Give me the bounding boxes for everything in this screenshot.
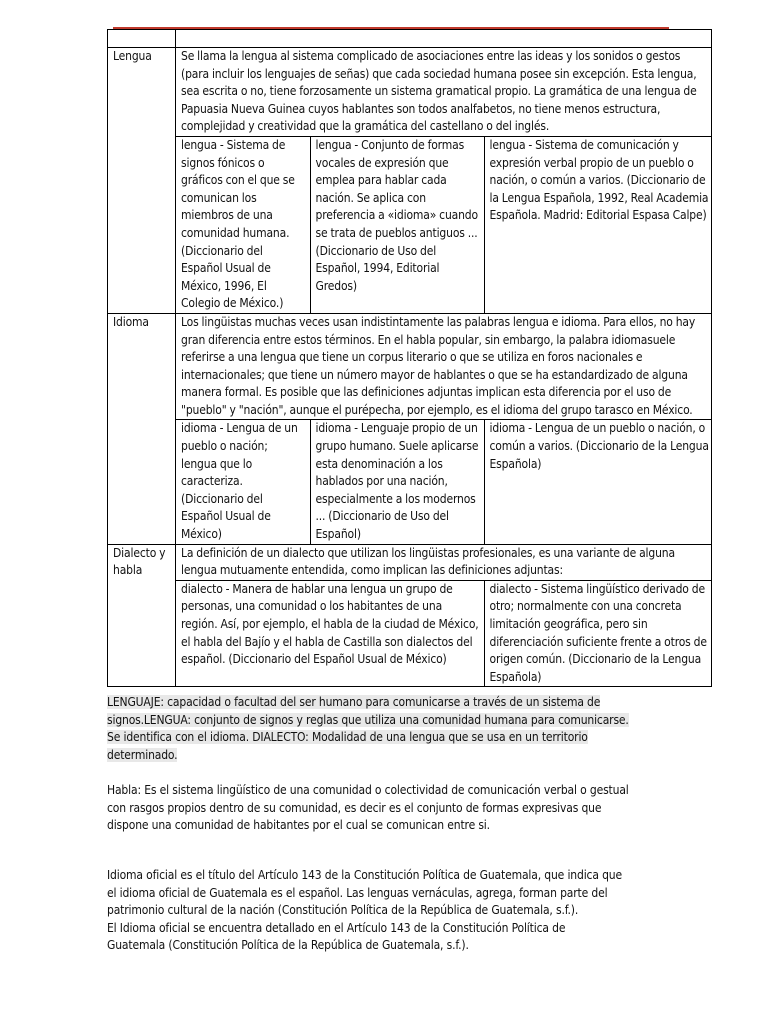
- lengua-def-1: lengua - Sistema de signos fónicos o gráficos con el que se comunican los miembros de una comunidad humana. (Diccionario del Español Usual de México, 1996, El Colegio de México.): [176, 137, 310, 313]
- summary-line: signos.LENGUA: conjunto de signos y reglas que utiliza una comunidad humana para comunicarse.: [107, 712, 629, 727]
- habla-line: Habla: Es el sistema lingüístico de una comunidad o colectividad de comunicación verbal o gestual: [107, 783, 629, 797]
- summary-line: LENGUAJE: capacidad o facultad del ser humano para comunicarse a través de un sistema de: [107, 695, 601, 709]
- lengua-def-2: lengua - Conjunto de formas vocales de expresión que emplea para hablar cada nación. Se aplica con preferencia a «idioma» cuando se trata de pueblos antiguos ... (Diccionario de Uso del Español, 1994, Editorial Gredos): [310, 137, 484, 313]
- habla-line: dispone una comunidad de habitantes por el cual se comunican entre si.: [107, 818, 490, 833]
- table-subrow-lengua: [108, 136, 712, 313]
- dialecto-def-2: dialecto - Sistema lingüístico derivado de otro; normalmente con una concreta limitación geográfica, pero sin diferenciación suficiente frente a otros de origen común. (Diccionario de la Lengua Española): [489, 581, 707, 684]
- definitions-table: [107, 29, 712, 687]
- table-subrow-idioma: [108, 420, 712, 544]
- table-row-dialecto: [108, 544, 712, 580]
- summary-line: determinado.: [107, 747, 178, 762]
- idioma-def-3: idioma - Lengua de un pueblo o nación, o común a varios. (Diccionario de la Lengua Española): [489, 421, 709, 471]
- idioma-oficial-line: patrimonio cultural de la nación (Constitución Política de la República de Guatemala, s.f.).: [107, 903, 579, 918]
- idioma-oficial-line: el idioma oficial de Guatemala es el español. Las lenguas vernáculas, agrega, forman parte del: [107, 885, 608, 900]
- idioma-oficial-line: Guatemala (Constitución Política de la República de Guatemala, s.f.).: [107, 938, 469, 953]
- idioma-oficial-paragraph: [107, 867, 711, 955]
- table-subrow-dialecto: [108, 580, 712, 687]
- habla-paragraph: [107, 782, 711, 835]
- idioma-oficial-line: El Idioma oficial se encuentra detallado en el Artículo 143 de la Constitución Política de: [107, 920, 566, 935]
- definition-idioma: Los lingüistas muchas veces usan indistintamente las palabras lengua e idioma. Para ellos, no hay gran diferencia entre estos términos. En el habla popular, sin embargo, la palabra idiomasuele referirse a una lengua que tiene un corpus literario o que se utiliza en foros nacionales e internacionales; que tiene un número mayor de hablantes o que se ha estandardizado de alguna manera formal. Es posible que las definiciones adjuntas implican esta diferencia por el uso de "pueblo" y "nación", aunque el purépecha, por ejemplo, es el idioma del grupo tarasco en México.: [176, 313, 712, 420]
- idioma-def-2: idioma - Lenguaje propio de un grupo humano. Suele aplicarse esta denominación a los hablados por una nación, especialmente a los modernos ... (Diccionario de Uso del Español): [310, 420, 484, 543]
- table-row-idioma: [108, 313, 712, 420]
- table-row-lengua: [108, 48, 712, 137]
- table-header-row: [108, 30, 712, 48]
- idioma-def-1: idioma - Lengua de un pueblo o nación; lengua que lo caracteriza. (Diccionario del Español Usual de México): [176, 420, 310, 543]
- definition-dialecto: La definición de un dialecto que utilizan los lingüistas profesionales, es una variante de alguna lengua mutuamente entendida, como implican las definiciones adjuntas:: [176, 544, 712, 580]
- summary-line: Se identifica con el idioma. DIALECTO: Modalidad de una lengua que se usa en un territorio: [107, 730, 588, 745]
- definition-lengua: Se llama la lengua al sistema complicado de asociaciones entre las ideas y los sonidos o gestos (para incluir los lenguajes de señas) que cada sociedad humana posee sin excepción. Esta lengua, sea escrita o no, tiene forzosamente un sistema gramatical propio. La gramática de una lengua de Papuasia Nueva Guinea cuyos hablantes son todos analfabetos, no tiene menos estructura, complejidad y creatividad que la gramática del castellano o del inglés.: [176, 48, 712, 137]
- term-dialecto: Dialecto y habla: [108, 544, 176, 687]
- term-idioma: Idioma: [108, 313, 176, 544]
- dialecto-def-1: dialecto - Manera de hablar una lengua un grupo de personas, una comunidad o los habitantes de una región. Así, por ejemplo, el habla de la ciudad de México, el habla del Bajío y el habla de Castilla son dialectos del español. (Diccionario del Español Usual de México): [176, 581, 484, 687]
- idioma-oficial-line: Idioma oficial es el título del Artículo 143 de la Constitución Política de Guatemala, que indica que: [107, 868, 622, 882]
- term-lengua: Lengua: [108, 48, 176, 314]
- habla-line: con rasgos propios dentro de su comunidad, es decir es el conjunto de formas expresivas que: [107, 800, 602, 815]
- highlighted-summary: [107, 694, 711, 764]
- lengua-def-3: lengua - Sistema de comunicación y expresión verbal propio de un pueblo o nación, o común a varios. (Diccionario de la Lengua Española, 1992, Real Academia Española. Madrid: Editorial Espasa Calpe): [489, 137, 709, 223]
